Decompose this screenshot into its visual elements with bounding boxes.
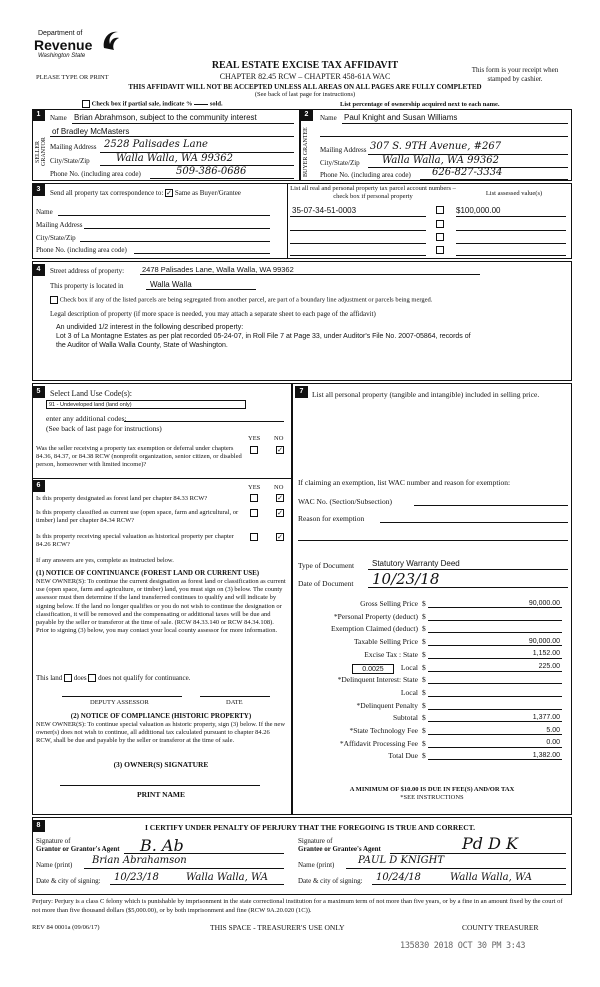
county-treasurer: COUNTY TREASURER — [462, 923, 539, 932]
total-label-5: Local — [400, 662, 418, 672]
this-land-row: This land does does not qualify for continuance. — [36, 674, 191, 682]
located-label: This property is located in — [50, 282, 124, 290]
sec6-q3-no[interactable]: ✓ — [277, 533, 283, 542]
reason-label: Reason for exemption — [298, 514, 365, 523]
grantor-signature: B. Ab — [140, 836, 184, 855]
total-dollar-1: $ — [422, 611, 426, 621]
legal-label: Legal description of property (if more space is needed, you may attach a separate sheet to each page of the affidavit) — [50, 310, 376, 318]
seller-side-label: SELLER GRANTOR — [35, 137, 47, 167]
seller-city-label: City/State/Zip — [50, 157, 90, 165]
rev-number: REV 84 0001a (09/06/17) — [32, 924, 100, 931]
see-instructions: *SEE INSTRUCTIONS — [400, 794, 464, 801]
total-label-4: Excise Tax : State — [364, 649, 418, 659]
buyer-city-label: City/State/Zip — [320, 159, 360, 167]
treasurer-stamp: 135830 2018 OCT 30 PM 3:43 — [400, 941, 526, 951]
grantee-sig-of: Signature of — [298, 837, 333, 845]
total-dollar-6: $ — [422, 675, 426, 685]
total-value-9: 1,377.00 — [532, 713, 560, 721]
grantee-city: Walla Walla, WA — [450, 872, 532, 883]
grantee-agent-label: Grantee or Grantee's Agent — [298, 845, 381, 853]
grantor-sig-of: Signature of — [36, 837, 71, 845]
land-use-select[interactable]: 91 - Undeveloped land (land only) — [46, 400, 246, 409]
total-label-3: Taxable Selling Price — [353, 637, 418, 647]
dor-swirl-icon — [100, 28, 122, 52]
seller-city: Walla Walla, WA 99362 — [116, 153, 233, 164]
does-checkbox[interactable] — [64, 674, 72, 682]
no-header-5: NO — [274, 435, 284, 442]
total-value-12: 1,382.00 — [532, 751, 560, 759]
buyer-phone-label: Phone No. (including area code) — [320, 171, 411, 179]
total-dollar-4: $ — [422, 649, 426, 659]
sec5-q1: Was the seller receiving a property tax exemption or deferral under chapters 84.36, 84.37, or 84.38 RCW (nonprofit organization, senior citizen, or disabled person, homeowner with limited income)? — [36, 445, 242, 468]
does-not-checkbox[interactable] — [88, 674, 96, 682]
if-yes-note: If any answers are yes, complete as instructed below. — [36, 557, 174, 564]
same-as-buyer-checkbox[interactable]: ✓ — [166, 189, 173, 198]
buyer-mail: 307 S. 9TH Avenue, #267 — [370, 141, 502, 152]
section-4-number: 4 — [32, 264, 45, 276]
dept-line1: Department of — [38, 30, 83, 37]
seller-mail: 2528 Palisades Lane — [104, 139, 208, 150]
section-2-number: 2 — [300, 109, 313, 121]
grantee-date: 10/24/18 — [376, 872, 421, 883]
grantor-date: 10/23/18 — [114, 872, 159, 883]
total-value-3: 90,000.00 — [528, 637, 560, 645]
total-label-6: *Delinquent Interest: State — [337, 675, 418, 685]
grantee-signature: Pd D K — [462, 834, 518, 853]
no-header-6: NO — [274, 484, 284, 491]
legal-line2: Lot 3 of La Montagne Estates as per plat recorded 05-24-07, in Roll File 7 at Page 33, under Auditor's File No. 2007-05864, records of — [56, 333, 471, 340]
section-7-number: 7 — [295, 386, 308, 398]
total-label-10: *State Technology Fee — [349, 726, 418, 735]
print-name-label: PRINT NAME — [137, 790, 185, 799]
total-dollar-0: $ — [422, 599, 426, 608]
grantee-name-label: Name (print) — [298, 861, 335, 869]
total-dollar-5: $ — [422, 662, 426, 672]
perjury-note: Perjury: Perjury is a class C felony which is punishable by imprisonment in the state correctional institution for a maximum term of not more than five years, or by a fine in an amount fixed by the court of not more than five thousand dollars ($5,000.00), or by both imprisonment and fine (RCW 9A.20.020 (1C)). — [32, 898, 563, 914]
treasurer-space: THIS SPACE - TREASURER'S USE ONLY — [210, 923, 345, 932]
section-1-number: 1 — [32, 109, 45, 121]
seller-phone: 509-386-0686 — [176, 166, 247, 177]
buyer-phone: 626-827-3334 — [432, 167, 503, 178]
notice2-text: NEW OWNER(S): To continue special valuation as historic property, sign (3) below. If the new owner(s) does not wish to continue, all additional tax calculated pursuant to chapter 84.26 RCW, shall be due and payable by the seller or transferor at the time of sale. — [36, 721, 286, 744]
section-4-box — [32, 261, 572, 381]
doc-date-label: Date of Document — [298, 579, 354, 588]
buyer-city: Walla Walla, WA 99362 — [382, 155, 499, 166]
sec3-name-label: Name — [36, 208, 53, 216]
grantee-name: PAUL D KNIGHT — [358, 855, 445, 866]
notice1-title: (1) NOTICE OF CONTINUANCE (FOREST LAND OR CURRENT USE) — [36, 569, 260, 577]
yes-header-5: YES — [248, 435, 261, 442]
grantor-name-label: Name (print) — [36, 861, 73, 869]
legal-line1: An undivided 1/2 interest in the following described property: — [56, 324, 244, 331]
see-back-5: (See back of last page for instructions) — [46, 424, 162, 433]
street-address: 2478 Palisades Lane, Walla Walla, WA 99362 — [142, 265, 294, 274]
grantor-city: Walla Walla, WA — [186, 872, 268, 883]
personal-property-note: List all personal property (tangible and intangible) included in selling price. — [312, 390, 540, 399]
segregated-checkbox[interactable] — [50, 296, 58, 304]
sec3-phone-label: Phone No. (including area code) — [36, 246, 127, 254]
total-value-10: 5.00 — [546, 726, 560, 734]
doc-type-label: Type of Document — [298, 561, 355, 570]
total-dollar-7: $ — [422, 687, 426, 697]
percentage-note: List percentage of ownership acquired next to each name. — [340, 101, 500, 108]
deputy-date: DATE — [226, 699, 243, 706]
grantor-date-label: Date & city of signing: — [36, 877, 101, 885]
seller-name-line2: of Bradley McMasters — [52, 127, 130, 136]
form-chapter: CHAPTER 82.45 RCW – CHAPTER 458-61A WAC — [219, 72, 391, 81]
minimum-note: A MINIMUM OF $10.00 IS DUE IN FEE(S) AND/OR TAX — [349, 786, 515, 793]
grantor-name: Brian Abrahamson — [92, 855, 187, 866]
form-title: REAL ESTATE EXCISE TAX AFFIDAVIT — [211, 60, 399, 71]
sec3-city-label: City/State/Zip — [36, 234, 76, 242]
section-8-number: 8 — [32, 820, 45, 832]
sec6-q1-yes[interactable] — [250, 494, 258, 502]
parcel-header: List all real and personal property tax parcel account numbers – check box if personal property — [290, 185, 456, 200]
parcel-3-personal-checkbox[interactable] — [436, 233, 444, 241]
total-dollar-11: $ — [422, 738, 426, 748]
sec6-q2-no[interactable]: ✓ — [277, 509, 283, 518]
total-label-7: Local — [400, 687, 418, 697]
parcel-number: 35-07-34-51-0003 — [292, 206, 357, 215]
assessed-value: $100,000.00 — [456, 206, 501, 215]
buyer-side-label: BUYER GRANTEE — [303, 127, 309, 177]
total-label-9: Subtotal — [392, 713, 418, 723]
please-type: PLEASE TYPE OR PRINT — [36, 74, 109, 81]
buyer-mail-label: Mailing Address — [320, 146, 367, 154]
total-dollar-9: $ — [422, 713, 426, 723]
sec6-q2: Is this property classified as current use (open space, farm and agricultural, or timber) land per chapter 84.34 RCW? — [36, 509, 239, 524]
doc-type: Statutory Warranty Deed — [372, 559, 460, 568]
parcel-1-personal-checkbox[interactable] — [436, 206, 444, 214]
select-land-use: Select Land Use Code(s): — [50, 389, 132, 398]
deputy-assessor: DEPUTY ASSESSOR — [90, 699, 149, 706]
total-label-0: Gross Selling Price — [360, 599, 418, 608]
seller-phone-label: Phone No. (including area code) — [50, 170, 141, 178]
segregated-note: Check box if any of the listed parcels are being segregated from another parcel, are part of a boundary line adjustment or parcels being merged. — [50, 296, 432, 304]
dor-logo — [34, 28, 124, 68]
notice1-text: NEW OWNER(S): To continue the current designation as forest land or classification as current use (open space, farm and agriculture, or timber) land, you must sign on (3) below. The county assessor must then determine if the land transferred continues to qualify and will indicate by signing below. If the land no longer qualifies or you do not wish to continue the designation or classification, it will be removed and the compensating or additional taxes will be due and payable by the seller or transferor at the time of sale. (RCW 84.33.140 or RCW 84.34.108). Prior to signing (3) below, you may contact your local county assessor for more information. — [36, 578, 286, 635]
total-label-11: *Affidavit Processing Fee — [339, 738, 418, 748]
form-receipt: This form is your receipt when stamped by cashier. — [471, 66, 559, 83]
total-dollar-10: $ — [422, 726, 426, 735]
sec6-q1: Is this property designated as forest land per chapter 84.33 RCW? — [36, 495, 208, 502]
grantee-date-label: Date & city of signing: — [298, 877, 363, 885]
sec6-q3-yes[interactable] — [250, 533, 258, 541]
claim-exemption: If claiming an exemption, list WAC number and reason for exemption: — [298, 478, 511, 487]
legal-line3: the Auditor of Walla Walla County, State of Washington. — [56, 342, 228, 349]
sec6-q2-yes[interactable] — [250, 509, 258, 517]
wac-label: WAC No. (Section/Subsection) — [298, 497, 392, 506]
seller-name-label: Name — [50, 114, 67, 122]
total-label-1: *Personal Property (deduct) — [333, 611, 418, 621]
parcel-4-personal-checkbox[interactable] — [436, 246, 444, 254]
additional-codes: enter any additional codes: — [46, 414, 127, 423]
located-in: Walla Walla — [150, 280, 192, 289]
section-3-number: 3 — [32, 184, 45, 196]
send-correspondence: Send all property tax correspondence to: ✓ Same as Buyer/Grantee — [50, 189, 241, 198]
total-value-0: 90,000.00 — [528, 599, 560, 607]
certify-statement: I CERTIFY UNDER PENALTY OF PERJURY THAT THE FOREGOING IS TRUE AND CORRECT. — [144, 823, 475, 832]
see-back: (See back of last page for instructions) — [254, 91, 356, 98]
sec3-mail-label: Mailing Address — [36, 221, 83, 229]
form-warning: THIS AFFIDAVIT WILL NOT BE ACCEPTED UNLESS ALL AREAS ON ALL PAGES ARE FULLY COMPLETED — [128, 83, 482, 91]
street-label: Street address of property: — [50, 267, 125, 275]
assessed-header: List assessed value(s) — [485, 190, 543, 197]
total-label-2: Exemption Claimed (deduct) — [330, 624, 418, 634]
total-value-11: 0.00 — [546, 739, 560, 747]
sec6-q1-no[interactable]: ✓ — [277, 494, 283, 503]
total-dollar-8: $ — [422, 700, 426, 710]
seller-name-line1: Brian Abrahmson, subject to the community interest — [74, 113, 257, 122]
total-value-4: 1,152.00 — [532, 650, 560, 658]
yes-header-6: YES — [248, 484, 261, 491]
sec6-q3: Is this property receiving special valuation as historical property per chapter 84.26 RCW? — [36, 533, 234, 548]
total-label-8: *Delinquent Penalty — [356, 700, 418, 710]
parcel-2-personal-checkbox[interactable] — [436, 220, 444, 228]
buyer-name-label: Name — [320, 114, 337, 122]
grantor-agent-label: Grantor or Grantor's Agent — [36, 845, 120, 853]
sec5-q1-yes[interactable] — [250, 446, 258, 454]
doc-date: 10/23/18 — [372, 570, 440, 588]
total-value-5: 225.00 — [538, 663, 560, 670]
total-label-12: Total Due — [388, 751, 418, 761]
dept-line3: Washington State — [38, 53, 86, 59]
partial-sale-checkbox[interactable] — [82, 100, 90, 108]
total-dollar-12: $ — [422, 751, 426, 761]
owner-signature-label: (3) OWNER(S) SIGNATURE — [113, 760, 209, 769]
seller-mail-label: Mailing Address — [50, 143, 97, 151]
total-dollar-2: $ — [422, 624, 426, 634]
section-6-number: 6 — [32, 480, 45, 492]
total-dollar-3: $ — [422, 637, 426, 647]
section-5-number: 5 — [32, 386, 45, 398]
notice2-title: (2) NOTICE OF COMPLIANCE (HISTORIC PROPERTY) — [70, 712, 252, 720]
partial-sale: Check box if partial sale, indicate % sold. — [82, 100, 223, 108]
sec5-q1-no[interactable]: ✓ — [277, 446, 283, 455]
buyer-name: Paul Knight and Susan Williams — [344, 113, 458, 122]
local-rate-box: 0.0025 — [352, 664, 394, 674]
dept-line2: Revenue — [34, 37, 93, 53]
